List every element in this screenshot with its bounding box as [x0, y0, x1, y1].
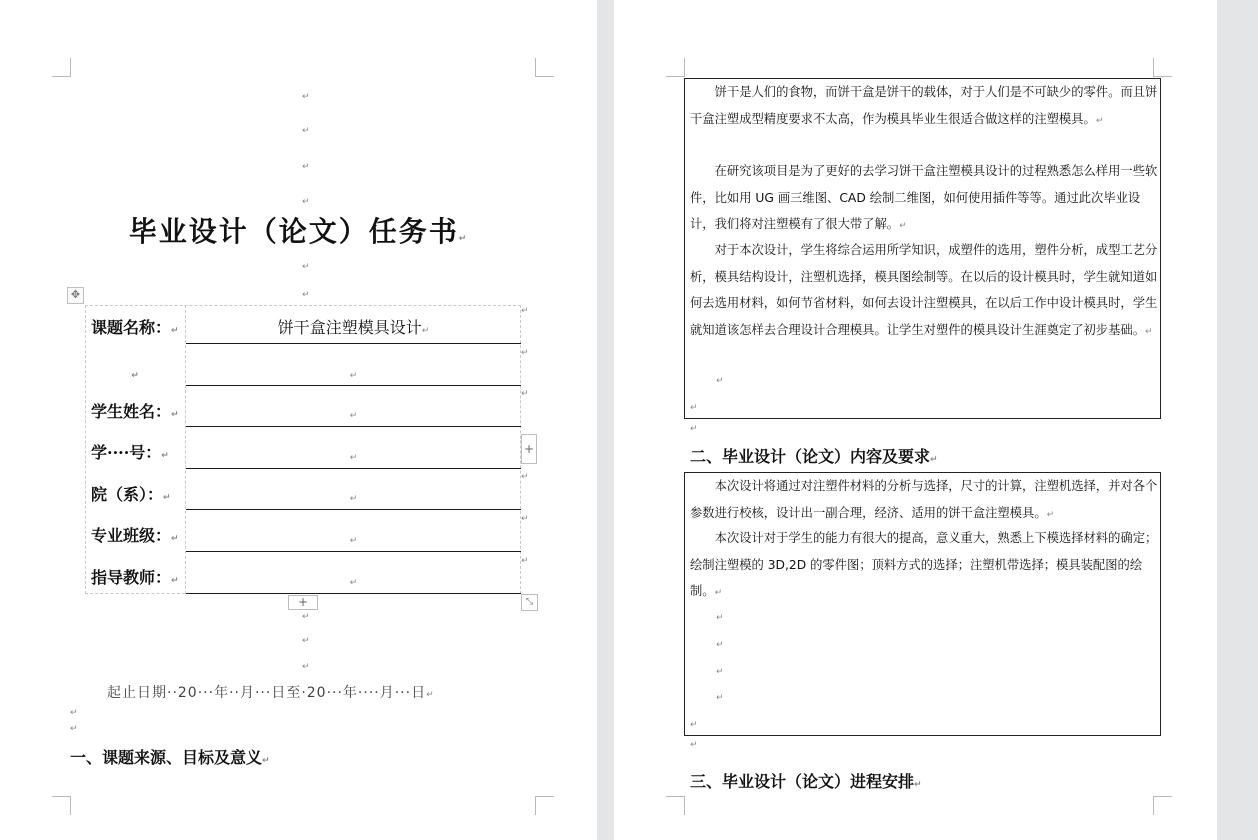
- crop-mark: [535, 796, 554, 815]
- table-value-cell[interactable]: ↵: [349, 494, 358, 504]
- section-heading-3[interactable]: 三、毕业设计（论文）进程安排↵: [690, 772, 922, 791]
- paragraph-mark: ↵: [716, 640, 724, 650]
- paragraph-mark: ↵: [70, 724, 78, 734]
- document-page-2[interactable]: [614, 0, 1217, 840]
- table-row[interactable]: [85, 509, 521, 551]
- body-paragraph[interactable]: 在研究该项目是为了更好的去学习饼干盒注塑模具设计的过程熟悉怎么样用一些软件，比如用 UG 画三维图、CAD 绘制二维图，如何使用插件等等。通过此次毕业设计，我们将对注塑模有了很大带了解。↵: [690, 164, 1158, 231]
- body-paragraph[interactable]: 本次设计对于学生的能力有很大的提高，意义重大，熟悉上下模选择材料的确定；绘制注塑模的 3D,2D 的零件图；顶料方式的选择；注塑机带选择；模具装配图的绘制。↵: [690, 531, 1158, 598]
- table-label-cell[interactable]: 指导教师：↵: [91, 568, 179, 587]
- section-heading-2[interactable]: 二、毕业设计（论文）内容及要求↵: [690, 447, 938, 466]
- paragraph-mark: ↵: [302, 92, 310, 102]
- row-end-mark: ↵: [521, 556, 529, 566]
- table-value-cell[interactable]: ↵: [349, 578, 358, 588]
- table-label-cell[interactable]: ↵: [131, 371, 139, 381]
- table-row[interactable]: [85, 385, 521, 426]
- paragraph-mark: ↵: [690, 424, 698, 434]
- paragraph-mark: ↵: [302, 662, 310, 672]
- table-value-cell[interactable]: ↵: [349, 371, 358, 381]
- crop-mark: [52, 58, 71, 77]
- row-end-mark: ↵: [521, 514, 529, 524]
- table-row[interactable]: [85, 343, 521, 385]
- table-row[interactable]: [85, 305, 521, 343]
- table-resize-handle[interactable]: [521, 594, 538, 611]
- paragraph-mark: ↵: [716, 667, 724, 677]
- table-move-handle[interactable]: [67, 287, 84, 304]
- paragraph-mark: ↵: [70, 708, 78, 718]
- table-value-cell[interactable]: ↵: [349, 411, 358, 421]
- table-label-cell[interactable]: 课题名称：↵: [91, 318, 179, 337]
- paragraph-mark: ↵: [302, 636, 310, 646]
- table-label-cell[interactable]: 学生姓名：↵: [91, 402, 179, 421]
- info-table[interactable]: [85, 305, 521, 594]
- table-line: [186, 593, 521, 594]
- paragraph-mark: ↵: [302, 162, 310, 172]
- paragraph-mark: ↵: [690, 403, 698, 413]
- body-paragraph[interactable]: 对于本次设计，学生将综合运用所学知识，成塑件的选用，塑件分析，成型工艺分析，模具结构设计，注塑机选择，模具图绘制等。在以后的设计模具时，学生就知道如何去选用材料，如何节省材料，如何去设计注塑模具，在以后工作中设计模具时，学生就知道该怎样去合理设计合理模具。让学生对塑件的模具设计生涯奠定了初步基础。↵: [690, 243, 1158, 337]
- paragraph-mark: ↵: [690, 720, 698, 730]
- document-page-1[interactable]: [0, 0, 597, 840]
- date-range-line[interactable]: 起止日期··20···年··月···日至·20···年····月···日↵: [107, 685, 435, 701]
- table-label-cell[interactable]: 学····号：↵: [91, 443, 169, 462]
- table-value-cell[interactable]: ↵: [349, 536, 358, 546]
- section-heading-1[interactable]: 一、课题来源、目标及意义↵: [70, 748, 270, 767]
- plus-icon: +: [523, 442, 535, 456]
- paragraph-mark: ↵: [690, 740, 698, 750]
- paragraph-mark: ↵: [716, 693, 724, 703]
- paragraph-mark: ↵: [302, 197, 310, 207]
- row-end-mark: ↵: [521, 389, 529, 399]
- paragraph-mark: ↵: [302, 126, 310, 136]
- plus-icon: +: [297, 595, 309, 609]
- resize-corner-icon: ⤡: [525, 597, 534, 607]
- row-end-mark: ↵: [521, 472, 529, 482]
- paragraph-mark: ↵: [716, 376, 724, 386]
- table-row[interactable]: [85, 551, 521, 593]
- add-column-button[interactable]: [521, 434, 537, 464]
- row-end-mark: ↵: [521, 306, 529, 316]
- paragraph-mark: ↵: [716, 613, 724, 623]
- document-title-text: 毕业设计（论文）任务书: [128, 215, 459, 248]
- move-arrows-icon: ✥: [70, 288, 81, 301]
- table-border: [85, 593, 185, 594]
- crop-mark: [666, 58, 685, 77]
- add-row-button[interactable]: [288, 595, 318, 610]
- crop-mark: [1153, 796, 1172, 815]
- document-title[interactable]: 毕业设计（论文）任务书↵: [128, 215, 469, 248]
- table-row[interactable]: [85, 468, 521, 509]
- paragraph-mark: ↵: [302, 612, 310, 622]
- table-value-cell[interactable]: ↵: [349, 453, 358, 463]
- body-paragraph[interactable]: 饼干是人们的食物，而饼干盒是饼干的载体，对于人们是不可缺少的零件。而且饼干盒注塑成型精度要求不太高，作为模具毕业生很适合做这样的注塑模具。↵: [690, 85, 1158, 126]
- crop-mark: [666, 796, 685, 815]
- crop-mark: [1153, 58, 1172, 77]
- table-label-cell[interactable]: 院（系）：↵: [91, 485, 171, 504]
- row-end-mark: ↵: [521, 348, 529, 358]
- paragraph-mark: ↵: [302, 262, 310, 272]
- paragraph-mark: ↵: [302, 290, 310, 300]
- crop-mark: [535, 58, 554, 77]
- table-row[interactable]: [85, 426, 521, 468]
- crop-mark: [52, 796, 71, 815]
- table-value-cell[interactable]: 饼干盒注塑模具设计↵: [277, 318, 430, 337]
- body-paragraph[interactable]: 本次设计将通过对注塑件材料的分析与选择，尺寸的计算，注塑机选择，并对各个参数进行校核，设计出一副合理，经济、适用的饼干盒注塑模具。↵: [690, 479, 1158, 520]
- table-label-cell[interactable]: 专业班级：↵: [91, 526, 179, 545]
